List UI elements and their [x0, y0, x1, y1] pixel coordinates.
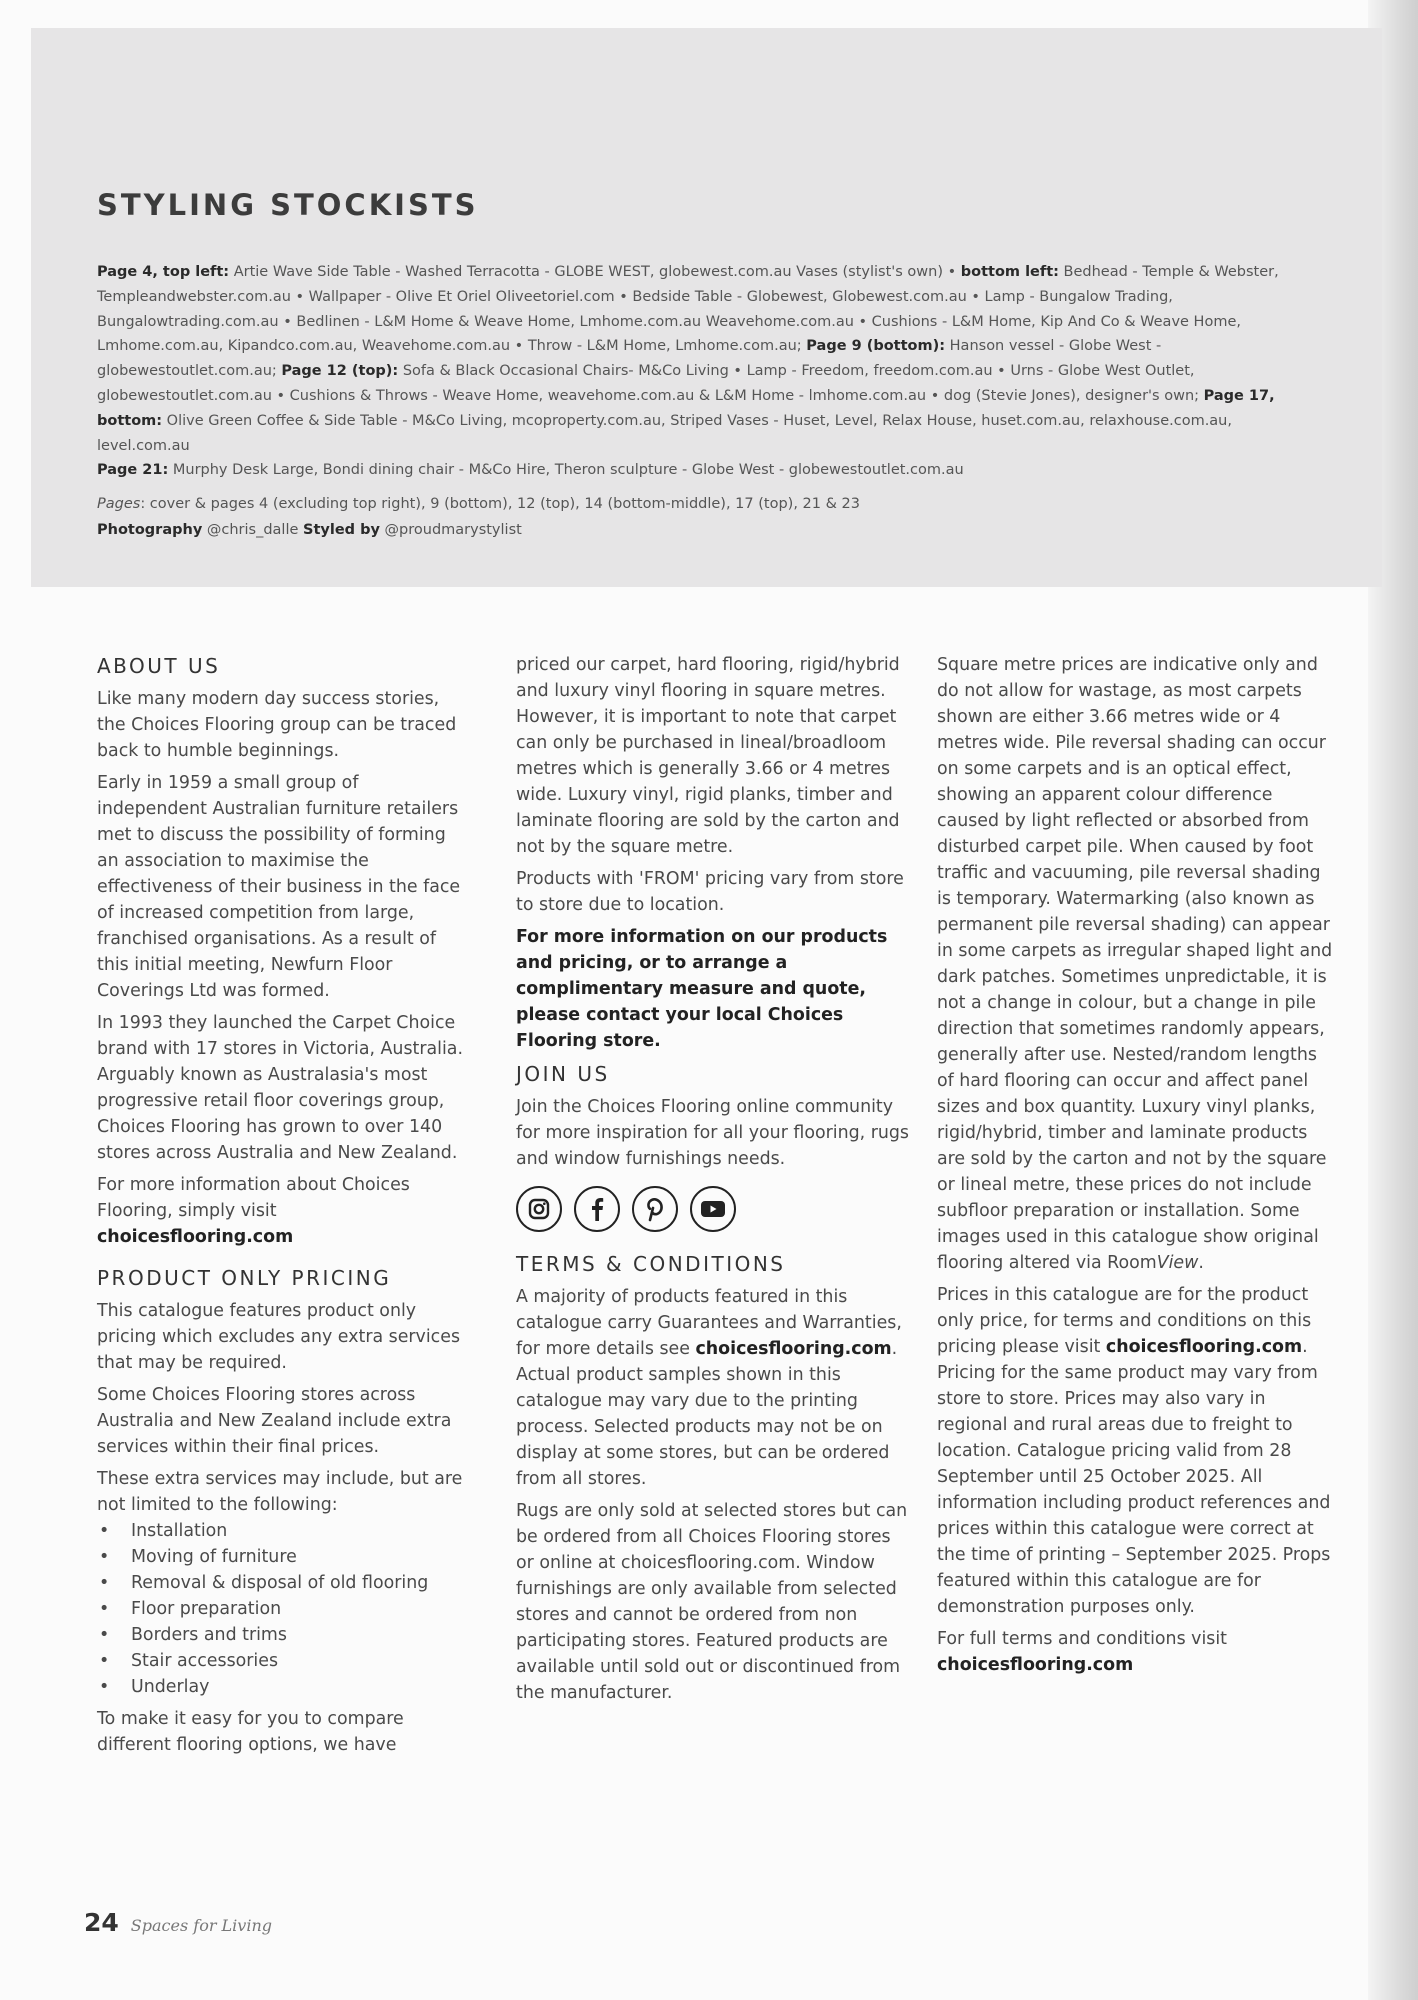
join-heading: JOIN US — [516, 1062, 610, 1086]
page-footer — [84, 1908, 272, 1937]
stockist-text: Artie Wave Side Table - Washed Terracotta - GLOBE WEST, globewest.com.au Vases (stylist's own) • — [229, 264, 961, 280]
stockist-text: Olive Green Coffee & Side Table - M&Co Living, mcoproperty.com.au, Striped Vases - Huset, Level, Relax House, huset.com.au, relaxhouse.com.au, level.com.au — [97, 412, 1232, 454]
stockists-list — [97, 260, 1317, 483]
styling-stockists-panel — [31, 28, 1382, 587]
styled-by-label: Styled by — [303, 522, 380, 538]
column-2 — [516, 652, 911, 1712]
stockist-label: Page 4, top left: — [97, 264, 230, 280]
terms-p4 — [937, 1282, 1337, 1620]
terms-p1-text: A majority of products featured in this catalogue carry Guarantees and Warranties, for more details see — [516, 1287, 902, 1359]
pricing-contact: For more information on our products and pricing, or to arrange a complimentary measure and quote, please contact your local Choices Flooring store. — [516, 927, 888, 1051]
about-p4 — [97, 1172, 469, 1250]
photography-value: @chris_dalle — [202, 522, 304, 538]
stockist-text: Sofa & Black Occasional Chairs- M&Co Living • Lamp - Freedom, freedom.com.au • Urns - Globe West Outlet, globewestoutlet.com.au • Cushions & Throws - Weave Home, weavehome.com.au & L&M Home - lmhome.com.au • dog (Stevie Jones), designer's own; — [97, 363, 1204, 404]
join-p1: Join the Choices Flooring online community for more inspiration for all your flooring, rugs and window furnishings needs. — [516, 1097, 909, 1169]
website-link[interactable]: choicesflooring.com — [97, 1227, 294, 1247]
website-link[interactable]: choicesflooring.com — [695, 1339, 892, 1359]
terms-p4-text: Prices in this catalogue are for the product only price, for terms and conditions on this pricing please visit — [937, 1285, 1312, 1357]
about-heading: ABOUT US — [97, 654, 221, 678]
list-item: • Stair accessories — [97, 1648, 469, 1674]
list-item: • Installation — [97, 1518, 469, 1544]
pricing-p1: This catalogue features product only pricing which excludes any extra services that may be required. — [97, 1301, 461, 1373]
stockists-title: STYLING STOCKISTS — [97, 188, 479, 222]
facebook-icon[interactable] — [574, 1186, 620, 1232]
list-item: • Borders and trims — [97, 1622, 469, 1648]
about-p3: In 1993 they launched the Carpet Choice brand with 17 stores in Victoria, Australia. Arguably known as Australasia's most progressive retail floor coverings group, Choices Flooring has grown to over 140 stores across Australia and New Zealand. — [97, 1013, 463, 1163]
terms-p3-text: Square metre prices are indicative only and do not allow for wastage, as most carpets shown are either 3.66 metres wide or 4 metres wide. Pile reversal shading can occur on some carpets and is an optical effect, showing an apparent colour difference caused by light reflected or absorbed from disturbed carpet pile. When caused by foot traffic and vacuuming, pile reversal shading is temporary. Watermarking (also known as permanent pile reversal shading) can appear in some carpets as irregular shaped light and dark patches. Sometimes unpredictable, it is not a change in colour, but a change in pile direction that sometimes randomly appears, generally after use. Nested/random lengths of hard flooring can occur and affect panel sizes and box quantity. Luxury vinyl planks, rigid/hybrid, timber and laminate products are sold by the carton and not by the square or lineal metre, these prices do not include subfloor preparation or installation. Some images used in this catalogue show original flooring altered via Room — [937, 655, 1333, 1273]
terms-heading: TERMS & CONDITIONS — [516, 1252, 786, 1276]
list-item: • Moving of furniture — [97, 1544, 469, 1570]
about-p2: Early in 1959 a small group of independent Australian furniture retailers met to discuss the possibility of forming an association to maximise the effectiveness of their business in the face of increased competition from large, franchised organisations. As a result of this initial meeting, Newfurn Floor Coverings Ltd was formed. — [97, 773, 461, 1001]
magazine-title: Spaces for Living — [130, 1916, 272, 1935]
column-1 — [97, 652, 469, 1764]
stockist-label: Page 9 (bottom): — [806, 338, 946, 355]
stockist-label: Page 21: — [97, 462, 169, 479]
terms-p3: Square metre prices are indicative only and do not allow for wastage, as most carpets shown are either 3.66 metres wide or 4 metres wide. Pile reversal shading can occur on some carpets and is an optical effect, showing an apparent colour difference caused by light reflected or absorbed from disturbed carpet pile. When caused by foot traffic and vacuuming, pile reversal shading is temporary. Watermarking (also known as permanent pile reversal shading) can appear in some carpets as irregular shaped light and dark patches. Sometimes unpredictable, it is not a change in colour, but a change in pile direction that sometimes randomly appears, generally after use. Nested/random lengths of hard flooring can occur and affect panel sizes and box quantity. Luxury vinyl planks, rigid/hybrid, timber and laminate products are sold by the carton and not by the square or lineal metre, these prices do not include subfloor preparation or installation. Some images used in this catalogue show original flooring altered via RoomView. — [937, 655, 1333, 1273]
list-item: • Underlay — [97, 1674, 469, 1700]
photography-label: Photography — [97, 522, 203, 538]
pages-label: Pages — [97, 496, 141, 512]
services-list — [97, 1518, 469, 1700]
terms-p4-text-end: . Pricing for the same product may vary from store to store. Prices may also vary in regional and rural areas due to freight to location. Catalogue pricing valid from 28 September until 25 October 2025. All information including product references and prices within this catalogue were correct at the time of printing – September 2025. Props featured within this catalogue are for demonstration purposes only. — [937, 1337, 1331, 1617]
list-item: • Removal & disposal of old flooring — [97, 1570, 469, 1596]
about-p4-text: For more information about Choices Flooring, simply visit — [97, 1175, 410, 1221]
column-3 — [937, 652, 1337, 1684]
pricing-p6: Products with 'FROM' pricing vary from store to store due to location. — [516, 869, 904, 915]
pricing-p4: To make it easy for you to compare different flooring options, we have — [97, 1709, 404, 1755]
about-p1: Like many modern day success stories, the Choices Flooring group can be traced back to humble beginnings. — [97, 689, 457, 761]
pricing-p2: Some Choices Flooring stores across Australia and New Zealand include extra services within their final prices. — [97, 1385, 452, 1457]
website-link[interactable]: choicesflooring.com — [937, 1655, 1134, 1675]
pricing-heading: PRODUCT ONLY PRICING — [97, 1266, 392, 1290]
stockist-label: bottom left: — [960, 264, 1059, 280]
website-link[interactable]: choicesflooring.com — [1105, 1337, 1303, 1357]
pricing-p5: priced our carpet, hard flooring, rigid/hybrid and luxury vinyl flooring in square metres. However, it is important to note that carpet can only be purchased in lineal/broadloom metres which is generally 3.66 or 4 metres wide. Luxury vinyl, rigid planks, timber and laminate flooring are sold by the carton and not by the square metre. — [516, 655, 900, 857]
stockist-text: Bedhead - Temple & Webster, Templeandwebster.com.au • Wallpaper - Olive Et Oriel Oliveetoriel.com • Bedside Table - Globewest, Globewest.com.au • Lamp - Bungalow Trading, Bungalowtrading.com.au • Bedlinen - L&M Home & Weave Home, Lmhome.com.au Weavehome.com.au • Cushions - L&M Home, Kip And Co & Weave Home, Lmhome.com.au, Kipandco.com.au, Weavehome.com.au • Throw - L&M Home, Lmhome.com.au; — [97, 264, 1279, 355]
terms-p2: Rugs are only sold at selected stores but can be ordered from all Choices Flooring stores or online at choicesflooring.com. Window furnishings are only available from selected stores and cannot be ordered from non participating stores. Featured products are available until sold out or discontinued from the manufacturer. — [516, 1501, 908, 1703]
terms-p5-text: For full terms and conditions visit — [937, 1629, 1228, 1649]
stockist-label: Page 17, bottom: — [97, 387, 1275, 429]
pricing-p3: These extra services may include, but are not limited to the following: — [97, 1469, 463, 1515]
youtube-icon[interactable] — [690, 1186, 736, 1232]
pinterest-icon[interactable] — [632, 1186, 678, 1232]
terms-p3-italic: View — [1156, 1253, 1199, 1273]
terms-p1-text-end: . Actual product samples shown in this catalogue may vary due to the printing process. Selected products may not be on display at some stores, but can be ordered from all stores. — [516, 1339, 898, 1489]
page-number: 24 — [84, 1908, 119, 1937]
credits — [97, 491, 1317, 543]
list-item: • Floor preparation — [97, 1596, 469, 1622]
stockist-label: Page 12 (top): — [281, 363, 399, 380]
social-links — [516, 1186, 911, 1232]
terms-p1 — [516, 1284, 911, 1492]
terms-p5 — [937, 1626, 1337, 1678]
pages-text: : cover & pages 4 (excluding top right), 9 (bottom), 12 (top), 14 (bottom-middle), 17 (top), 21 & 23 — [140, 496, 860, 512]
stockist-text: Hanson vessel - Globe West - globewestoutlet.com.au; — [97, 338, 1162, 380]
stockist-text: Murphy Desk Large, Bondi dining chair - M&Co Hire, Theron sculpture - Globe West - globewestoutlet.com.au — [168, 462, 964, 479]
styled-by-value: @proudmarystylist — [379, 522, 522, 538]
instagram-icon[interactable] — [516, 1186, 562, 1232]
